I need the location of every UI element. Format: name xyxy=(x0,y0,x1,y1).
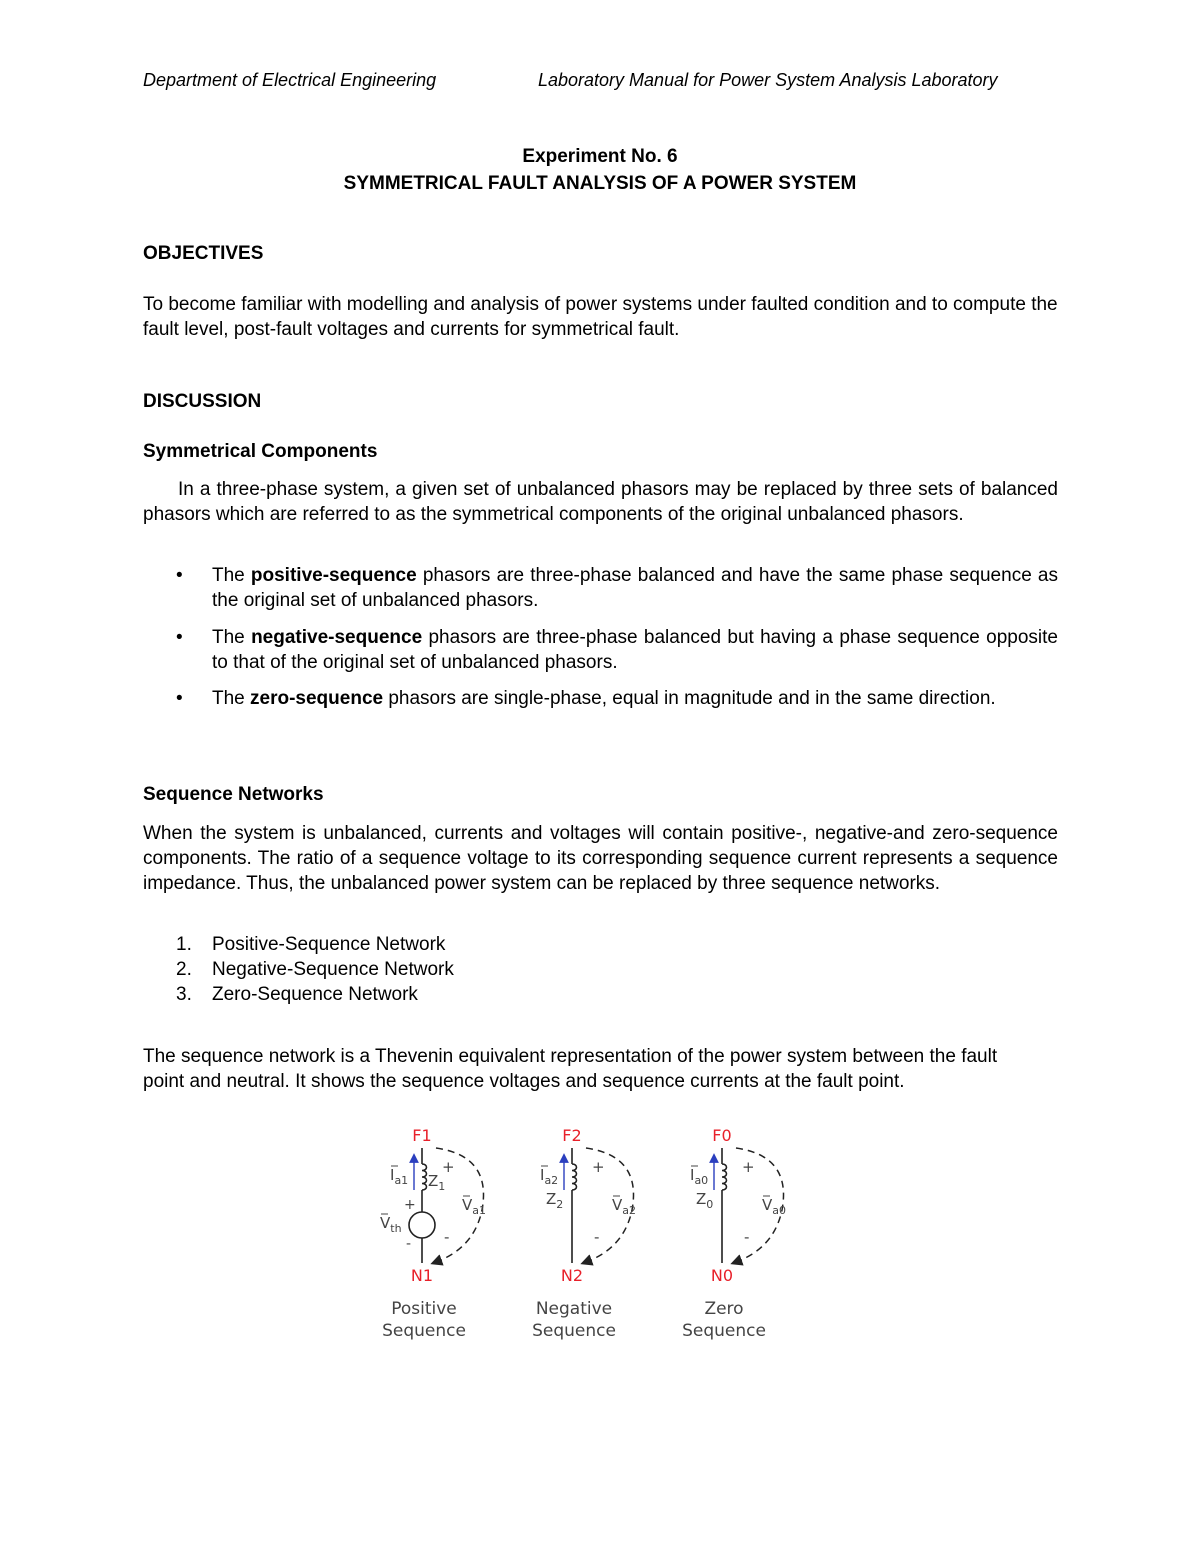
symmetrical-components-heading: Symmetrical Components xyxy=(143,441,378,462)
node-label-f1: F1 xyxy=(412,1126,432,1145)
impedance-label: $Z_1$ xyxy=(428,1172,446,1193)
list-item: 1. Positive-Sequence Network xyxy=(176,934,446,955)
symmetrical-components-text: In a three-phase system, a given set of unbalanced phasors may be replaced by three sets of balanced phasors which are referred to as the symmetrical components of the original unbalanced phasors. xyxy=(143,479,1058,525)
caption-line1: Zero xyxy=(704,1299,744,1319)
current-label: $I_{a2}$ xyxy=(540,1166,559,1187)
header-manual-title: Laboratory Manual for Power System Analysis Laboratory xyxy=(538,70,998,90)
impedance-coil xyxy=(422,1164,427,1190)
bullet-negative-sequence: • The negative-sequence phasors are three-phase balanced but having a phase sequence opposite to that of the original set of unbalanced phasors. xyxy=(176,627,1058,673)
source-voltage-label: $V_{th}$ xyxy=(380,1214,402,1235)
caption-line2: Sequence xyxy=(382,1321,466,1341)
caption-line2: Sequence xyxy=(532,1321,616,1341)
bullet-dot: • xyxy=(176,688,183,709)
objectives-text: To become familiar with modelling and analysis of power systems under faulted condition and to compute the fault level, post-fault voltages and currents for symmetrical fault. xyxy=(143,294,1058,340)
impedance-label: $Z_0$ xyxy=(696,1190,714,1211)
impedance-coil xyxy=(572,1164,577,1190)
term-negative-sequence: negative-sequence xyxy=(251,627,423,648)
voltage-plus-sign: + xyxy=(742,1158,755,1176)
current-label: $I_{a0}$ xyxy=(690,1166,709,1187)
bullet-zero-sequence: • The zero-sequence phasors are single-phase, equal in magnitude and in the same direction. xyxy=(176,688,996,709)
voltage-label: $V_{a2}$ xyxy=(612,1196,637,1217)
term-positive-sequence: positive-sequence xyxy=(250,565,417,586)
list-item: 3. Zero-Sequence Network xyxy=(176,984,418,1005)
thevenin-text: The sequence network is a Thevenin equivalent representation of the power system between the fault point and neutral. It shows the sequence voltages and sequence currents at the fault point. xyxy=(143,1046,998,1092)
bullet-dot: • xyxy=(176,565,183,586)
bullet-positive-sequence: • The positive-sequence phasors are three-phase balanced and have the same phase sequence as the original set of unbalanced phasors. xyxy=(176,565,1058,611)
term-zero-sequence: zero-sequence xyxy=(250,688,384,709)
title-block xyxy=(0,143,1200,197)
node-label-n2: N2 xyxy=(560,1266,584,1285)
objectives-heading: OBJECTIVES xyxy=(143,243,264,264)
sequence-networks-diagram xyxy=(360,1118,800,1353)
caption-line1: Positive xyxy=(391,1299,457,1319)
node-label-n0: N0 xyxy=(710,1266,734,1285)
sequence-networks-heading: Sequence Networks xyxy=(143,784,324,805)
voltage-plus-sign: + xyxy=(592,1158,605,1176)
experiment-number: Experiment No. 6 xyxy=(522,146,678,167)
voltage-minus-sign: - xyxy=(744,1228,750,1246)
list-item: 2. Negative-Sequence Network xyxy=(176,959,454,980)
sequence-networks-text: When the system is unbalanced, currents and voltages will contain positive-, negative-and zero-sequence components. The ratio of a sequence voltage to its corresponding sequence current represents a sequence impedance. Thus, the unbalanced power system can be replaced by three sequence networks. xyxy=(143,823,1058,894)
source-plus-sign: + xyxy=(404,1197,416,1213)
experiment-title: SYMMETRICAL FAULT ANALYSIS OF A POWER SYSTEM xyxy=(343,173,857,194)
voltage-plus-sign: + xyxy=(442,1158,455,1176)
caption-line2: Sequence xyxy=(682,1321,766,1341)
node-label-n1: N1 xyxy=(410,1266,434,1285)
voltage-label: $V_{a0}$ xyxy=(762,1196,787,1217)
caption-line1: Negative xyxy=(535,1299,613,1319)
header-department: Department of Electrical Engineering xyxy=(143,70,437,90)
voltage-minus-sign: - xyxy=(594,1228,600,1246)
bullet-dot: • xyxy=(176,627,183,648)
impedance-coil xyxy=(722,1164,727,1190)
voltage-label: $V_{a1}$ xyxy=(462,1196,487,1217)
node-label-f2: F2 xyxy=(562,1126,582,1145)
source-minus-sign: - xyxy=(406,1236,412,1252)
discussion-heading: DISCUSSION xyxy=(143,391,262,412)
node-label-f0: F0 xyxy=(712,1126,732,1145)
current-label: $I_{a1}$ xyxy=(390,1166,409,1187)
voltage-source xyxy=(409,1212,435,1238)
voltage-minus-sign: - xyxy=(444,1228,450,1246)
impedance-label: $Z_2$ xyxy=(546,1190,564,1211)
